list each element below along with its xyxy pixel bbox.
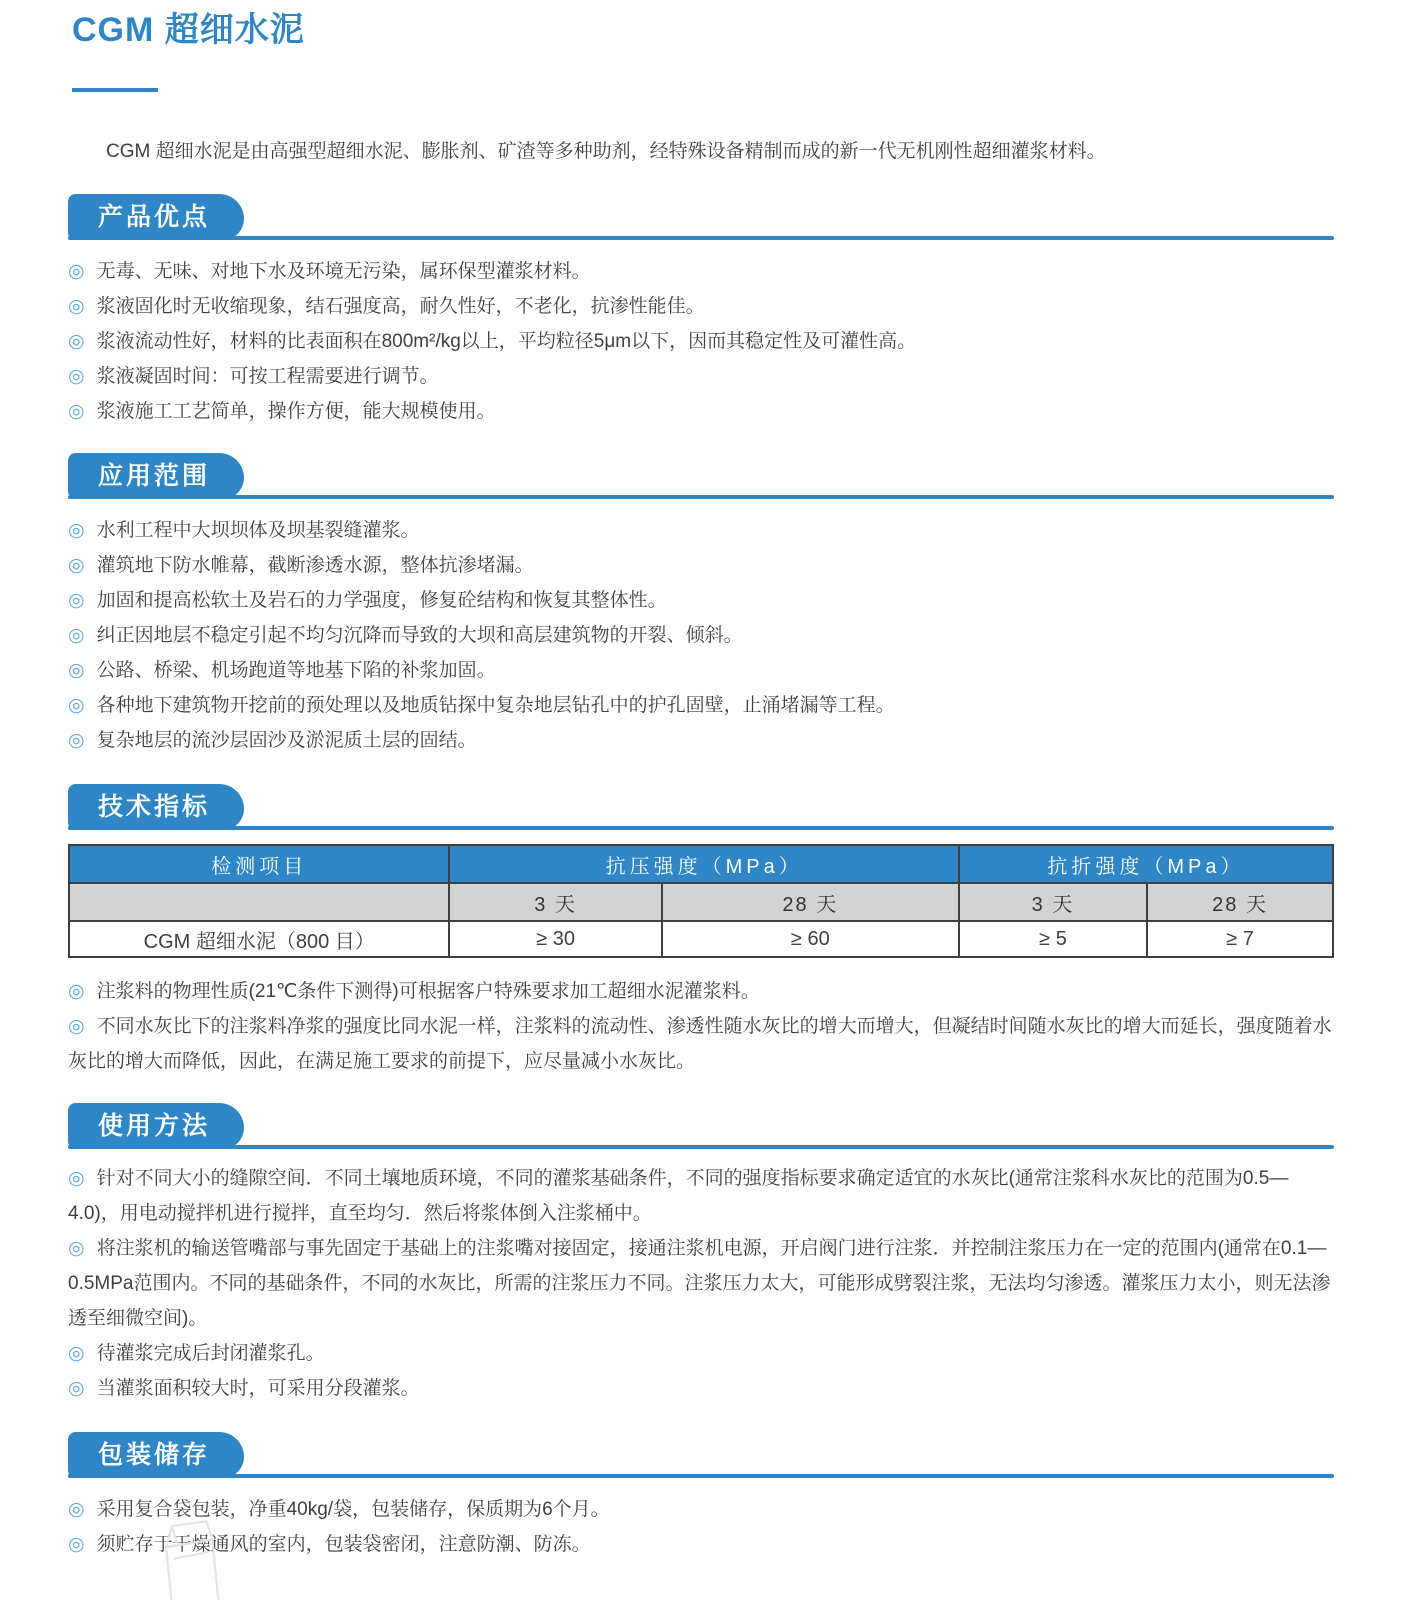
- cell-value-3: ≥ 5: [959, 921, 1147, 957]
- section-header-applications: [68, 453, 1334, 499]
- section-rule: [68, 1474, 1334, 1478]
- list-item: [68, 583, 1334, 618]
- section-rule: [68, 826, 1334, 830]
- cell-value-4: ≥ 7: [1147, 921, 1333, 957]
- section-heading: 应用范围: [98, 462, 211, 491]
- list-item-text: 采用复合袋包装，净重40kg/袋，包装储存，保质期为6个月。: [96, 1499, 610, 1521]
- section-header-usage: [68, 1103, 1334, 1149]
- list-item: [68, 359, 1334, 394]
- list-item: [68, 548, 1334, 583]
- advantages-list: [68, 254, 1334, 429]
- list-item: [68, 1009, 1334, 1079]
- section-header-tech: [68, 784, 1334, 830]
- tech-notes-list: [68, 974, 1334, 1079]
- list-item-text: 灌筑地下防水帷幕，截断渗透水源，整体抗渗堵漏。: [96, 555, 534, 577]
- section-heading: 技术指标: [98, 793, 211, 822]
- cell-value-1: ≥ 30: [449, 921, 661, 957]
- list-item-text: 不同水灰比下的注浆料净浆的强度比同水泥一样，注浆料的流动性、渗透性随水灰比的增大而增大，但凝结时间随水灰比的增大而延长，强度随着水灰比的增大而降低，因此，在满足施工要求的前提下，应尽量减小水灰比。: [68, 1016, 1332, 1073]
- list-item: [68, 394, 1334, 429]
- list-item: [68, 653, 1334, 688]
- list-item: [68, 688, 1334, 723]
- tech-spec-table: [68, 844, 1334, 958]
- list-item-text: 浆液流动性好，材料的比表面积在800m²/kg以上，平均粒径5μm以下，因而其稳定性及可灌性高。: [96, 331, 917, 353]
- list-item: [68, 1527, 1334, 1562]
- col-header-flexural: 抗折强度（MPa）: [959, 845, 1333, 883]
- table-subheader-row: [69, 883, 1333, 921]
- subheader-3d-flexural: 3 天: [959, 883, 1147, 921]
- bullet-ring-icon: ◎: [68, 1499, 85, 1521]
- list-item: [68, 618, 1334, 653]
- section-tab-tech: [68, 784, 244, 830]
- bullet-ring-icon: ◎: [68, 261, 85, 283]
- bullet-ring-icon: ◎: [68, 1238, 85, 1260]
- bullet-ring-icon: ◎: [68, 730, 85, 752]
- section-rule: [68, 495, 1334, 499]
- section-rule: [68, 236, 1334, 240]
- page-title: CGM 超细水泥: [72, 11, 305, 49]
- usage-list: [68, 1161, 1334, 1406]
- applications-list: [68, 513, 1334, 758]
- list-item-text: 纠正因地层不稳定引起不均匀沉降而导致的大坝和高层建筑物的开裂、倾斜。: [96, 625, 743, 647]
- list-item-text: 注浆料的物理性质(21℃条件下测得)可根据客户特殊要求加工超细水泥灌浆料。: [96, 981, 760, 1003]
- col-header-item: 检测项目: [69, 845, 449, 883]
- bullet-ring-icon: ◎: [68, 555, 85, 577]
- list-item-text: 水利工程中大坝坝体及坝基裂缝灌浆。: [96, 520, 420, 542]
- list-item-text: 无毒、无味、对地下水及环境无污染，属环保型灌浆材料。: [96, 261, 591, 283]
- bullet-ring-icon: ◎: [68, 981, 85, 1003]
- list-item: [68, 723, 1334, 758]
- list-item-text: 加固和提高松软土及岩石的力学强度，修复砼结构和恢复其整体性。: [96, 590, 667, 612]
- list-item: [68, 254, 1334, 289]
- list-item: [68, 1336, 1334, 1371]
- list-item-text: 待灌浆完成后封闭灌浆孔。: [96, 1343, 325, 1365]
- list-item-text: 针对不同大小的缝隙空间．不同土壤地质环境，不同的灌浆基础条件，不同的强度指标要求确定适宜的水灰比(通常注浆科水灰比的范围为0.5—4.0)，用电动搅拌机进行搅拌，直至均匀．然后将浆体倒入注浆桶中。: [68, 1168, 1289, 1225]
- bullet-ring-icon: ◎: [68, 695, 85, 717]
- cell-value-2: ≥ 60: [662, 921, 959, 957]
- section-heading: 使用方法: [98, 1112, 211, 1141]
- section-tab-packaging: [68, 1432, 244, 1478]
- table-row: [69, 921, 1333, 957]
- bullet-ring-icon: ◎: [68, 1016, 85, 1038]
- bullet-ring-icon: ◎: [68, 1343, 85, 1365]
- intro-paragraph: CGM 超细水泥是由高强型超细水泥、膨胀剂、矿渣等多种助剂，经特殊设备精制而成的新一代无机刚性超细灌浆材料。: [106, 141, 1106, 163]
- bullet-ring-icon: ◎: [68, 660, 85, 682]
- subheader-28d-compressive: 28 天: [662, 883, 959, 921]
- table-header-row: [69, 845, 1333, 883]
- section-tab-usage: [68, 1103, 244, 1149]
- list-item-text: 当灌浆面积较大时，可采用分段灌浆。: [96, 1378, 420, 1400]
- list-item-text: 须贮存于干燥通风的室内，包装袋密闭，注意防潮、防冻。: [96, 1534, 591, 1556]
- bullet-ring-icon: ◎: [68, 1378, 85, 1400]
- cell-product-name: CGM 超细水泥（800 目）: [69, 921, 449, 957]
- list-item-text: 将注浆机的输送管嘴部与事先固定于基础上的注浆嘴对接固定，接通注浆机电源，开启阀门进行注浆．并控制注浆压力在一定的范围内(通常在0.1—0.5MPa范围内。不同的基础条件，不同的水灰比，所需的注浆压力不同。注浆压力太大，可能形成劈裂注浆，无法均匀渗透。灌浆压力太小，则无法渗透至细微空间)。: [68, 1238, 1331, 1330]
- section-heading: 包装储存: [98, 1441, 211, 1470]
- list-item-text: 各种地下建筑物开挖前的预处理以及地质钻探中复杂地层钻孔中的护孔固壁，止涌堵漏等工程。: [96, 695, 895, 717]
- bullet-ring-icon: ◎: [68, 331, 85, 353]
- title-underline: [72, 88, 158, 92]
- section-header-packaging: [68, 1432, 1334, 1478]
- bullet-ring-icon: ◎: [68, 401, 85, 423]
- cement-bag-watermark-icon: [145, 1516, 241, 1600]
- list-item-text: 浆液固化时无收缩现象，结石强度高，耐久性好，不老化，抗渗性能佳。: [96, 296, 705, 318]
- subheader-empty-cell: [69, 883, 449, 921]
- list-item: [68, 289, 1334, 324]
- subheader-28d-flexural: 28 天: [1147, 883, 1333, 921]
- section-header-advantages: [68, 194, 1334, 240]
- section-tab-advantages: [68, 194, 244, 240]
- bullet-ring-icon: ◎: [68, 625, 85, 647]
- section-heading: 产品优点: [98, 203, 211, 232]
- bullet-ring-icon: ◎: [68, 366, 85, 388]
- list-item: [68, 1231, 1334, 1336]
- list-item: [68, 974, 1334, 1009]
- list-item: [68, 1161, 1334, 1231]
- list-item-text: 浆液施工工艺简单，操作方便，能大规模使用。: [96, 401, 496, 423]
- list-item: [68, 513, 1334, 548]
- list-item: [68, 1492, 1334, 1527]
- packaging-list: [68, 1492, 1334, 1562]
- list-item: [68, 1371, 1334, 1406]
- bullet-ring-icon: ◎: [68, 590, 85, 612]
- subheader-3d-compressive: 3 天: [449, 883, 661, 921]
- bullet-ring-icon: ◎: [68, 1168, 85, 1190]
- bullet-ring-icon: ◎: [68, 520, 85, 542]
- col-header-compressive: 抗压强度（MPa）: [449, 845, 958, 883]
- bullet-ring-icon: ◎: [68, 296, 85, 318]
- list-item-text: 复杂地层的流沙层固沙及淤泥质土层的固结。: [96, 730, 477, 752]
- list-item: [68, 324, 1334, 359]
- list-item-text: 浆液凝固时间：可按工程需要进行调节。: [96, 366, 439, 388]
- list-item-text: 公路、桥梁、机场跑道等地基下陷的补浆加固。: [96, 660, 496, 682]
- bullet-ring-icon: ◎: [68, 1534, 85, 1556]
- section-rule: [68, 1145, 1334, 1149]
- section-tab-applications: [68, 453, 244, 499]
